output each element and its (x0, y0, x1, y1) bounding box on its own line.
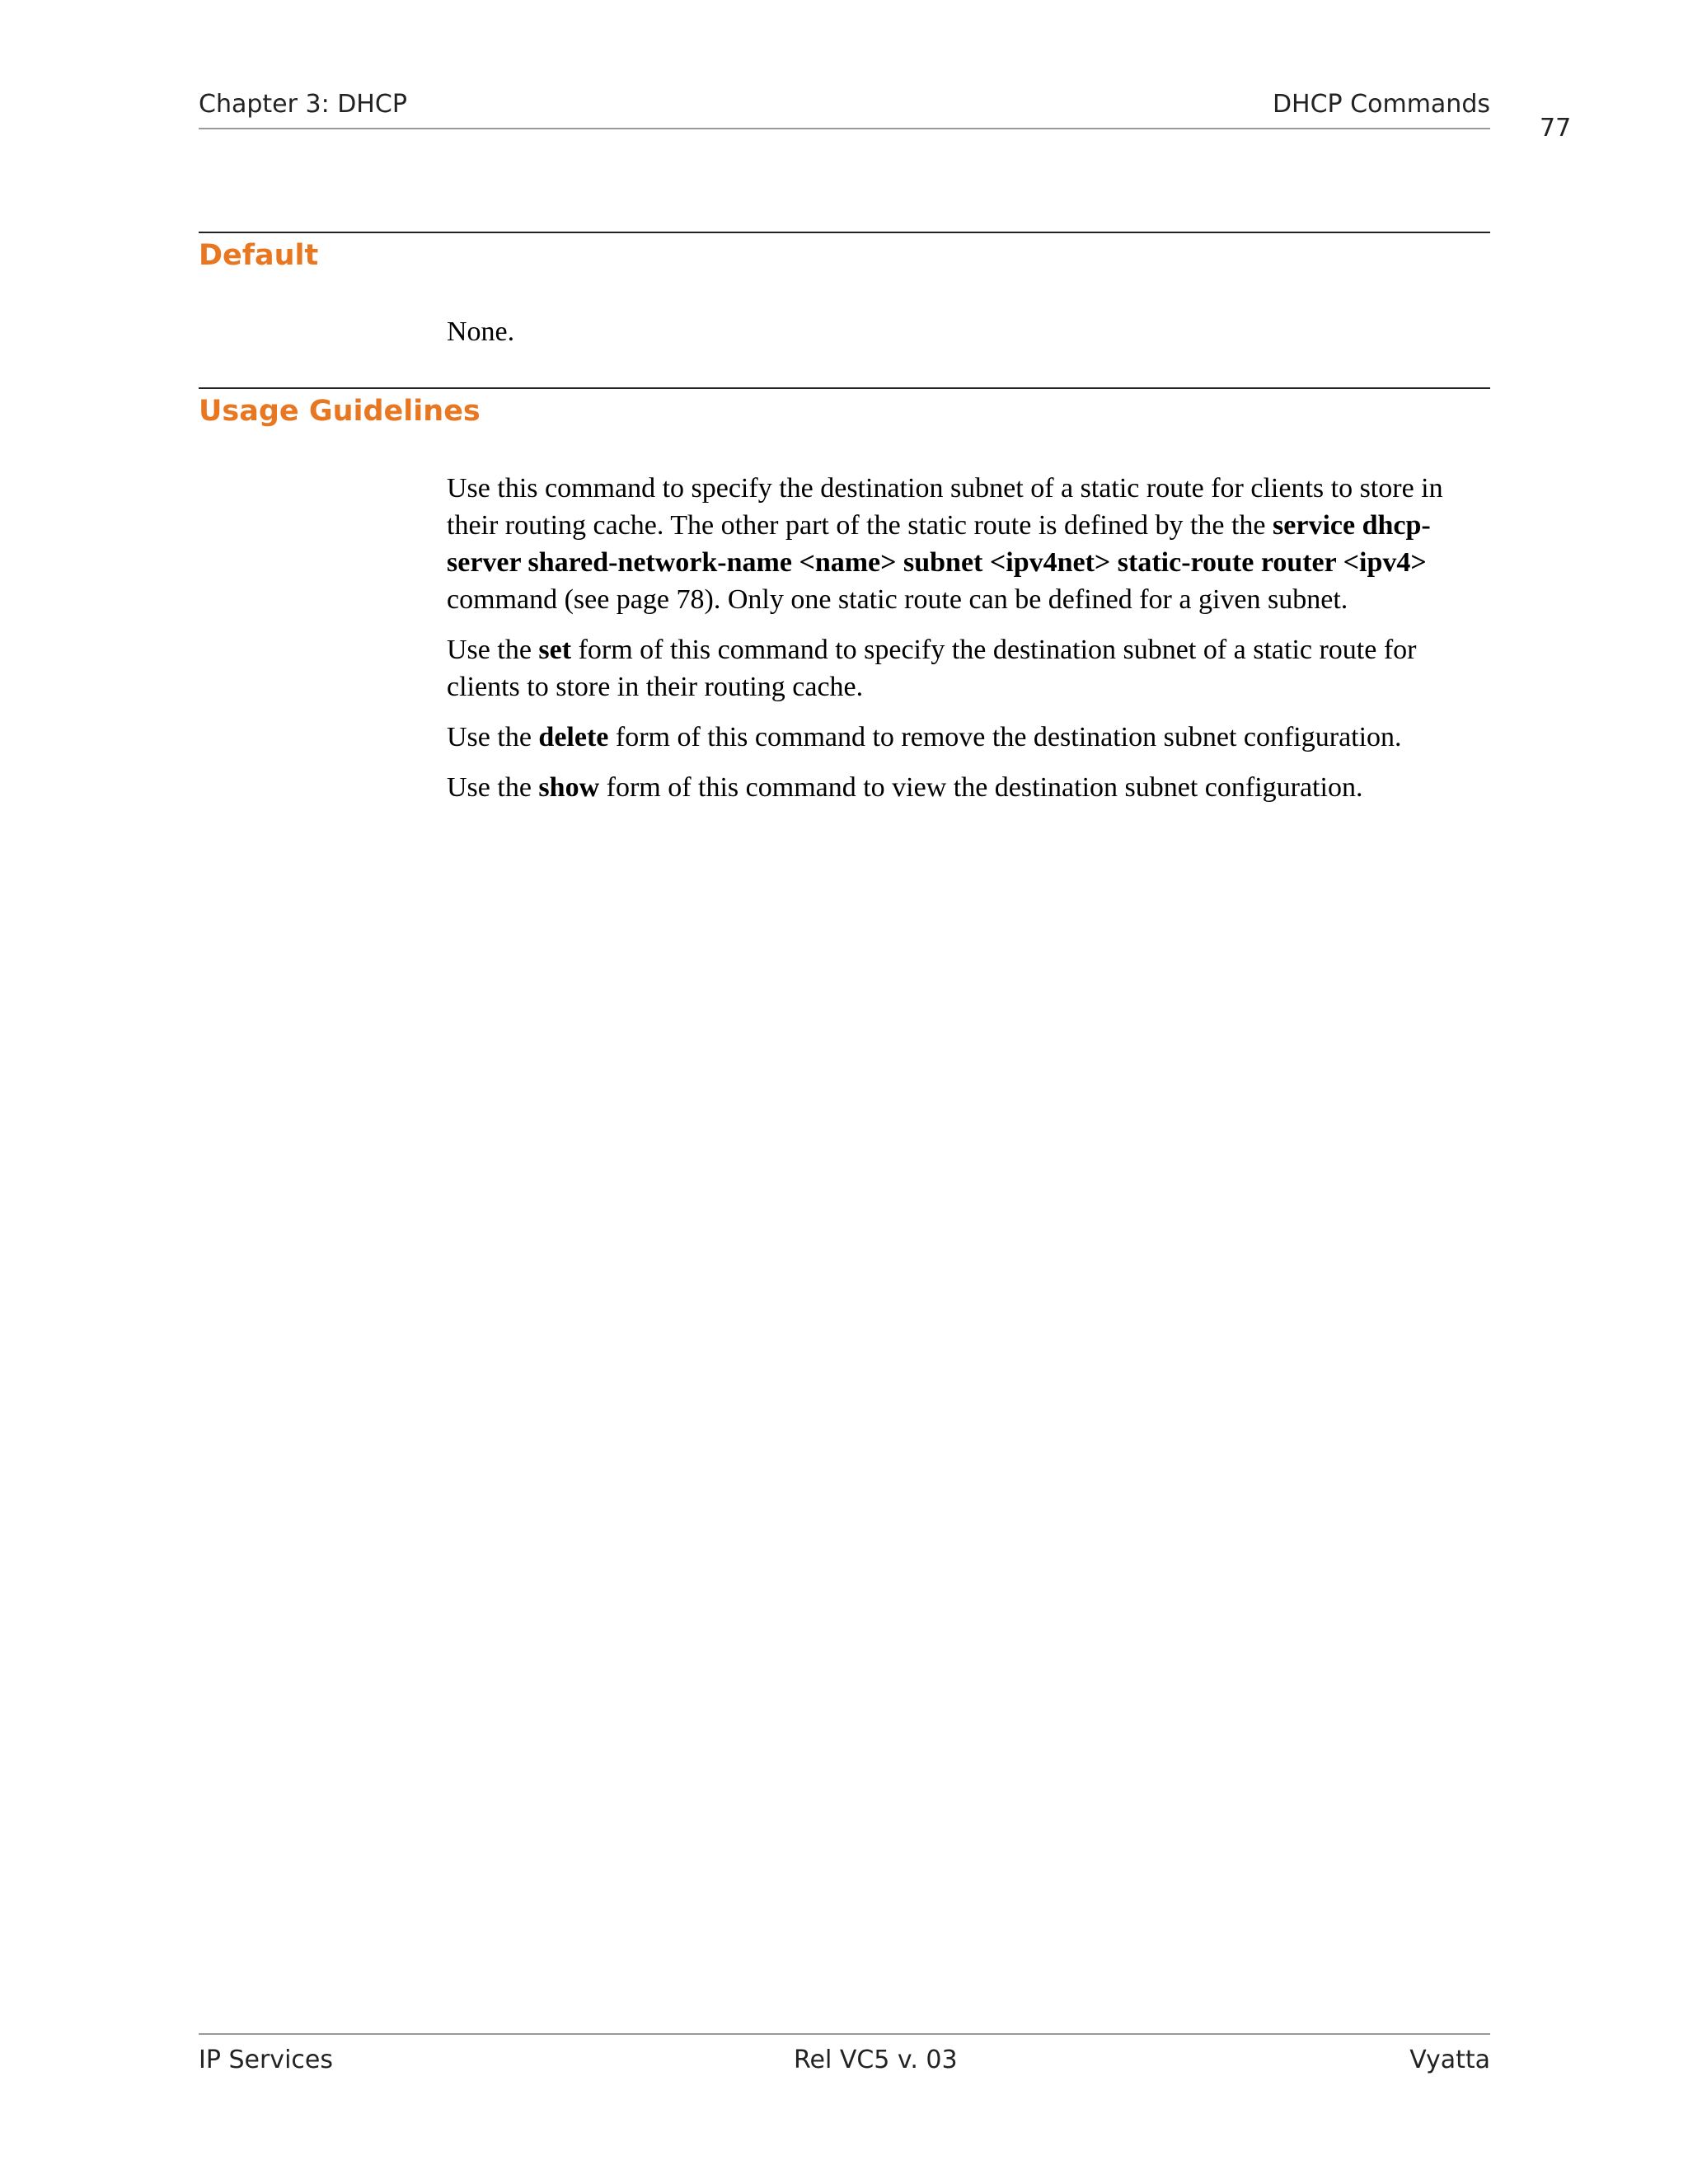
footer-divider (199, 2033, 1490, 2035)
usage-body (447, 470, 1490, 819)
header-chapter: Chapter 3: DHCP (199, 90, 407, 119)
default-heading: Default (199, 239, 319, 272)
default-text: None. (447, 316, 515, 347)
delete-keyword: delete (538, 722, 609, 752)
usage-paragraph-1: Use this command to specify the destination subnet of a static route for clients to store in their routing cache. The other part of the static route is defined by the the service dhcp-server shared-network-name <name> subnet <ipv4net> static-route router <ipv4> command (see page 78). Only one static route can be defined for a given subnet. (447, 473, 1443, 615)
command-syntax: service dhcp-server shared-network-name <name> subnet <ipv4net> static-route router <ipv4> (447, 510, 1431, 578)
usage-paragraph-4: Use the show form of this command to view the destination subnet configuration. (447, 772, 1363, 803)
header-section-title: DHCP Commands (1272, 90, 1490, 119)
set-keyword: set (538, 635, 572, 665)
footer-brand: Vyatta (1409, 2046, 1490, 2074)
page-number: 77 (1540, 114, 1572, 143)
usage-paragraph-2: Use the set form of this command to specify the destination subnet of a static route for clients to store in their routing cache. (447, 635, 1417, 702)
footer-document-title: IP Services (199, 2046, 333, 2074)
footer-release: Rel VC5 v. 03 (794, 2046, 958, 2074)
default-section-divider (199, 232, 1490, 233)
show-keyword: show (538, 772, 600, 803)
usage-paragraph-3: Use the delete form of this command to remove the destination subnet configuration. (447, 722, 1402, 752)
usage-section-divider (199, 387, 1490, 389)
header-divider (199, 128, 1490, 129)
default-body (447, 313, 1490, 363)
usage-guidelines-heading: Usage Guidelines (199, 395, 481, 428)
